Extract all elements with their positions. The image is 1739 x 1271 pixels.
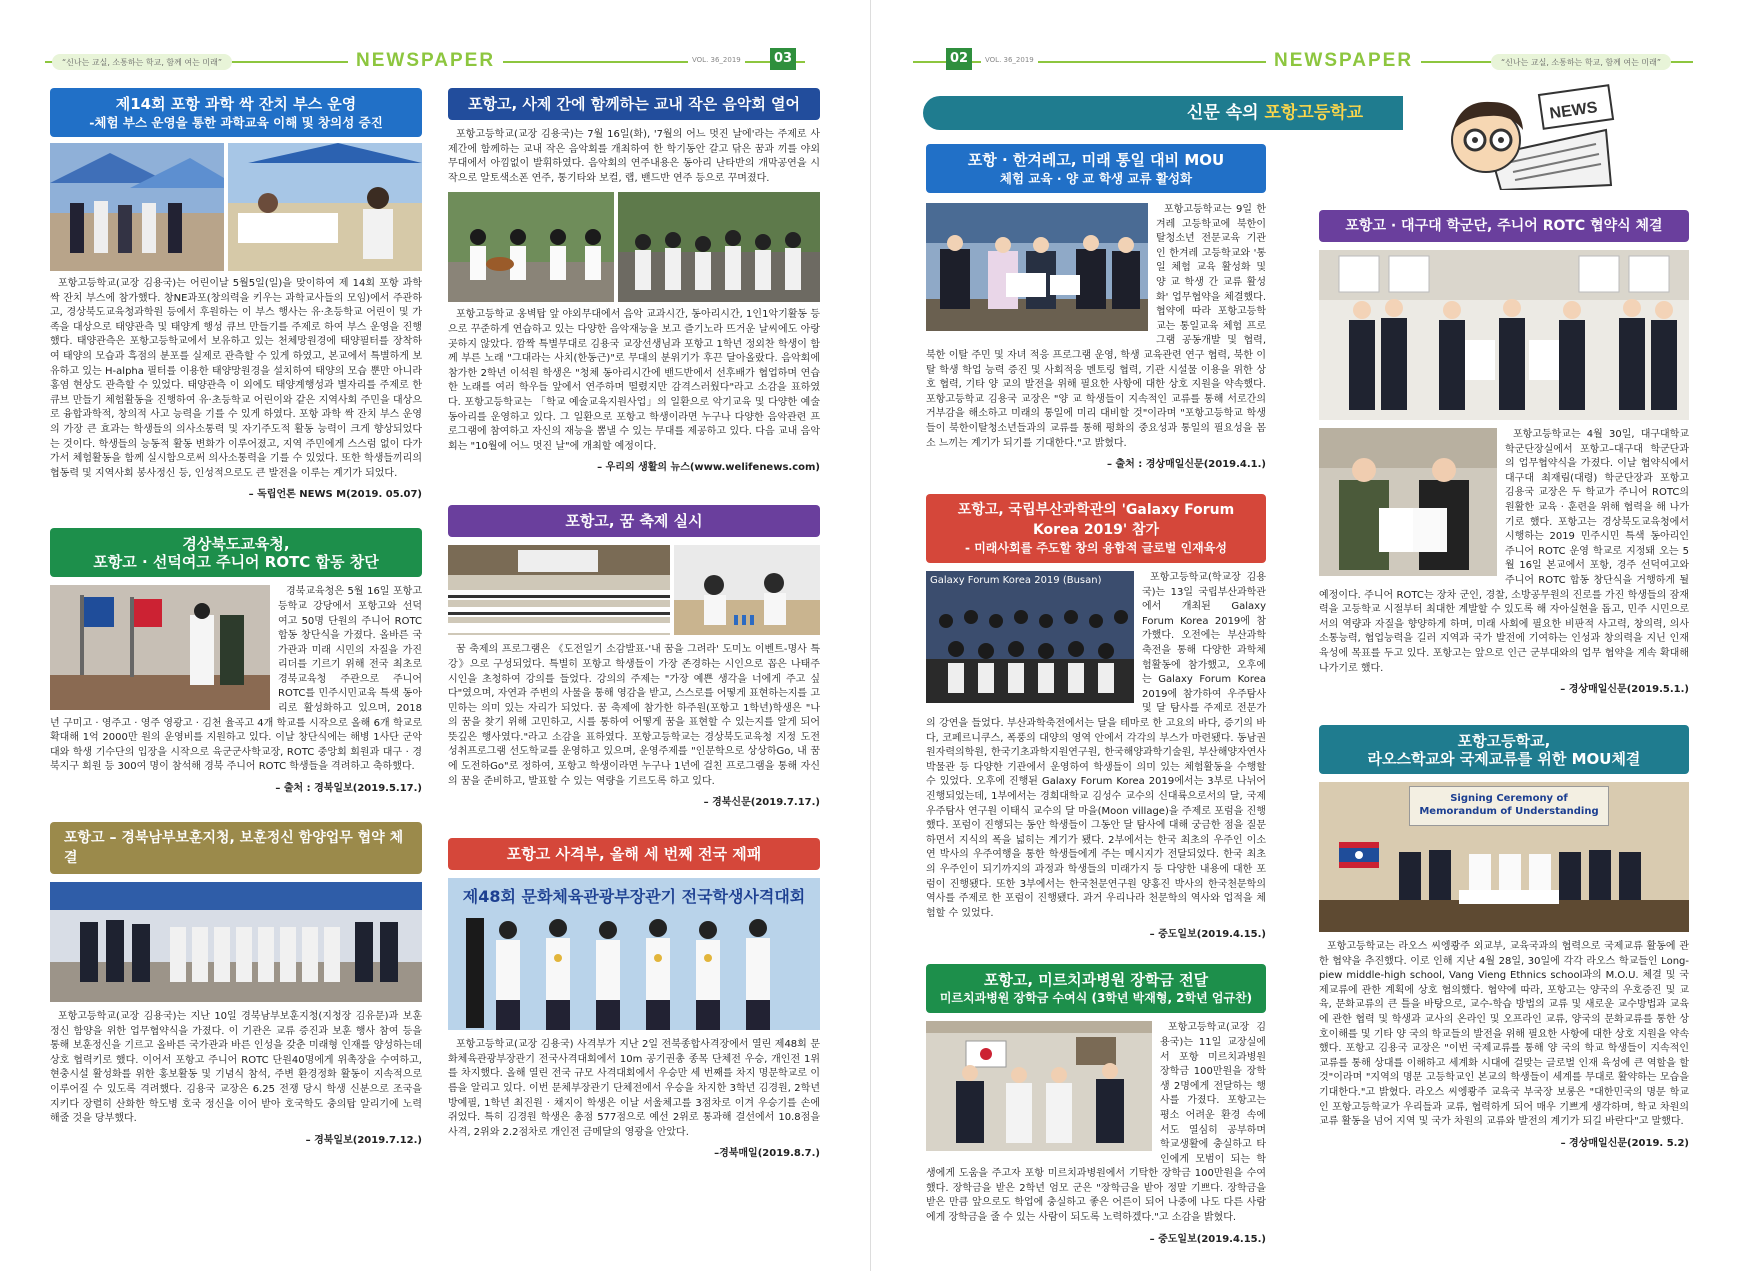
article-hangyeore-mou	[926, 144, 1266, 470]
banner-prefix: 신문 속의	[1186, 103, 1265, 123]
photo-mou-signing	[926, 203, 1148, 331]
article-source: – 경상매일신문(2019. 5.2)	[1560, 1137, 1689, 1149]
page-number: 03	[770, 48, 796, 70]
masthead: NEWSPAPER	[1266, 50, 1421, 72]
article-body: 포항고등학교(교장 김용국)는 어린이날 5월5일(일)을 맞이하여 제 14회 포항 과학 싹 잔치 부스에 참가했다. 창NE과포(창의력을 키우는 과학교사들의 모임)에서 주관하고, 경상북도교육청과학원 등에서 후원하는 이 부스 행사는 유·초등학교 어린이 및 가족을 대상으로 태양관측 및 태양계 행성 큐브 만들기를 주제로 하여 부스 운영을 진행했다. 태양관측은 포항고등학교에서 보유하고 있는 천체망원경에 태양필터를 장착하여 태양의 모습과 흑점의 분포를 실제로 관측할 수 있게 하였고, 본교에서 특별하게 보유하고 있는 H-alpha 필터를 이용한 태양망원경을 설치하여 태양의 모습 뿐만 아니라 홍염 현상도 관측할 수 있었다. 태양관측 이 외에도 태양계행성과 별자리를 주제로 한 큐브 만들기 체험활동을 진행하여 유·초등학교 어린이와 같은 지역사회 주민을 대상으로 융합과학적, 창의적 사고 능력을 기를 수 있게 하였다. 포항 과학 싹 잔치 부스 운영의 가장 큰 효과는 학생들의 의사소통력 및 자기주도적 활동 능력이 크게 향상되었다는 것이다. 학생들의 능동적 활동 변화가 이루어졌고, 지역 주민에게 스스럼 없이 다가가서 체험활동을 함께 실시함으로써 의사소통력을 기를 수 있었다. 또한 학생들끼리의 협동력 및 지역사회 봉사정신 등, 인성적으로도 큰 발전을 이루는 계기가 되었다.	[50, 278, 422, 479]
article-content	[50, 585, 422, 794]
photo-daegu-signing	[1319, 428, 1497, 576]
article-title: 포항고, 사제 간에 함께하는 교내 작은 음악회 열어	[448, 88, 820, 120]
photo-booth-activity	[228, 143, 422, 271]
slogan: “신나는 교실, 소통하는 학교, 함께 여는 미래”	[52, 54, 232, 70]
article-concert	[448, 88, 820, 473]
forum-banner-text: Galaxy Forum Korea 2019 (Busan)	[930, 575, 1102, 587]
article-source: – 경북신문(2019.7.17.)	[703, 797, 820, 809]
photo-row	[50, 143, 422, 271]
photo-audience	[618, 192, 820, 302]
award-banner-text: 제48회 문화체육관광부장관기 전국학생사격대회	[462, 887, 806, 907]
subheadline: 라오스학교와 국제교류를 위한 MOU체결	[1367, 750, 1641, 769]
article-body: 포항고등학교(학교장 김용국)는 13일 국립부산과학관에서 개최된 Galaxy Forum Korea 2019에 참가했다. 오전에는 부산과학축전을 통해 다양한 과학체험활동에 참가했고, 오후에는 Galaxy Forum Korea 2019에 참가하여 우주탐사 및 달 탐사를 주제로 전문가의 강연을 들었다. 부산과학축전에서는 달을 테마로 한 고요의 바다, 증기의 바다, 코페르니쿠스, 폭풍의 대양의 영역 안에서 각각의 부스가 마련됐다. 동남권 원자력의학원, 한국기초과학지원연구원, 한국해양과학기술원, 부산해양자연사박물관 등 다양한 기관에서 운영하여 학생들이 의미 있는 체험활동을 수행할 수 있었다. 오후에 진행된 Galaxy Forum Korea 2019에서는 3부로 나뉘어 진행되었는데, 1부에서는 경희대학교 김성수 교수의 신대륙으로서의 달, 국제우주탐사 연구원 이태식 교수의 달 마을(Moon village)을 주제로 포럼을 진행했다. 포럼이 진행되는 동안 학생들이 그동안 달 탐사에 대해 궁금한 점을 질문하면서 지식의 폭을 넓히는 계기가 됐다. 2부에서는 한국 최초의 우주인 이소연 박사의 우주여행을 통한 학생들에게 주는 메시지가 전달되었다. 한국 최초의 우주인이 되기까지의 과정과 학생들의 미래가지 등 다양한 내용에 대한 포럼이 진행됐다. 또한 3부에서는 한국천문연구원 양홍진 박사의 한국천문학의 역사를 주제로 한 포럼이 진행됐다. 과거 우리나라 천문학의 역사와 업적을 체험할 수 있었다.	[926, 572, 1266, 919]
article-title: 포항고 · 대구대 학군단, 주니어 ROTC 협약식 체결	[1319, 210, 1689, 242]
article-title	[926, 964, 1266, 1013]
article-title: 포항고, 꿈 축제 실시	[448, 505, 820, 537]
subheadline: 포항고 · 선덕여고 주니어 ROTC 합동 창단	[93, 553, 379, 572]
subheadline: -체험 부스 운영을 통한 과학교육 이해 및 창의성 증진	[89, 115, 383, 130]
article-body: 포항고등학교(교장 김용국)는 지난 10일 경북남부보훈지청(지청장 김유문)과 보훈정신 함양을 위한 업무협약식을 가졌다. 이 기관은 교류 증진과 보훈 행사 참여 등을 통해 보훈정신을 기르고 올바른 국가관과 바른 인성을 갖춘 미래형 인재를 양성하는데 상호 협력키로 했다. 이어서 포항고 주니어 ROTC 단원40명에게 위촉장을 수여하고, 현충시설 활성화를 위한 홍보활동 및 기념식 참석, 주변 환경정화 활동이 지속적으로 이루어질 수 있도록 격려했다. 김용국 교장은 6.25 전쟁 당시 학생 신분으로 조국을 지키다 장렬히 산화한 학도병 호국 정신을 이어 받아 호국학도 충의탑 알리기에 노력해줄 것을 당부했다.	[50, 1011, 422, 1125]
photo-galaxy-forum	[926, 571, 1134, 703]
sign-line-1: Signing Ceremony of	[1450, 793, 1568, 805]
right-column-1	[926, 144, 1266, 1245]
subheadline: 미르치과병원 장학금 수여식 (3학년 박재형, 2학년 엄규찬)	[939, 991, 1253, 1006]
subheadline: 체험 교육 · 양 교 학생 교류 활성화	[999, 171, 1193, 186]
article-source: – 중도일보(2019.4.15.)	[1149, 1233, 1266, 1245]
article-source: – 중도일보(2019.4.15.)	[1149, 929, 1266, 941]
article-body: 포항고등학교는 라오스 씨엥쾅주 외교부, 교육국과의 협력으로 국제교류 활동에 관한 협약을 추진했다. 이로 인해 지난 4월 28일, 30일에 각각 라오스 학교들인 Long-piew middle-high school, Vang Vieng Ethnics school과의 M.O.U. 체결 및 국제교류에 관한 계획에 상호 협의했다. 협약에 따라, 포항고는 양국의 우호증진 및 교육, 문화교류의 큰 틀을 바탕으로, 교수-학습 방법의 교류 및 새로운 교수방법과 교육에 관한 협력 및 학생과 교사의 온라인 및 오프라인 교류, 양국의 문화교류를 통한 상호이해를 및 기타 양 국의 학교들의 발전을 위해 필요한 사항에 대한 상호 지원을 약속했다. 포항고 김용국 교장은 "이번 국제교류를 통해 양 국의 학교 학생들이 지속적인 교류를 통해 상대를 이해하고 세계화 시대에 걸맞는 글로벌 인재 육성에 큰 역할을 할 것"이라며 "지역의 명문 고등학교인 본교의 학생들이 세계를 무대로 활약하는 모습을 기대한다."고 밝혔다. 라오스 씨엥쾅주 교육국 부국장 보롱은 "대한민국의 명문 학교인 포항고등학교가 우리들과 교류, 협력하게 되어 매우 기쁘게 생각하며, 학교 차원의 교류 활동을 넘어 지역 및 국가 차원의 교류와 발전의 계기가 되길 바란다"고 말했다.	[1319, 941, 1689, 1128]
right-header	[871, 46, 1739, 70]
volume: VOL. 36_2019	[688, 56, 745, 64]
forum-students	[926, 571, 1134, 703]
left-header	[0, 46, 869, 70]
photo-laos-ceremony	[1319, 782, 1689, 932]
news-sign-text: NEWS	[1548, 99, 1599, 123]
article-body: 꿈 축제의 프로그램은 《도전일기 소감발표-'내 꿈을 그려라' 도미노 이벤트-명사 특강》으로 구성되었다. 특별히 포항고 학생들이 가장 존경하는 시인으로 꼽은 나태주 시인을 초청하여 강의를 들었다. 강의의 주제는 "가장 예쁜 생각을 너에게 주고 싶다"였으며, 자연과 주변의 사물을 통해 영감을 받고, 스스로를 어떻게 표현하는지를 고민하는 의미 있는 자리가 되었다. 꿈 축제에 참가한 하주원(포항고 1학년)학생은 "나의 꿈을 찾기 위해 고민하고, 시를 통하여 어떻게 꿈을 표현할 수 있는지를 알게 되어 뜻깊은 행사였다."라고 소감을 표하였다. 포항고등학교는 경상북도교육청 지정 도전 성취프로그램 선도학교를 운영하고 있으며, 운영주제를 "인문학으로 상상하Go, 내 꿈에 도전하Go"로 정하여, 포항고 학생이라면 누구나 1년에 걸친 프로그램을 통해 자신의 꿈을 준비하고, 발표할 수 있는 역량을 기르도록 하고 있다.	[448, 644, 820, 787]
slogan: “신나는 교실, 소통하는 학교, 함께 여는 미래”	[1491, 54, 1671, 70]
article-laos-mou	[1319, 725, 1689, 1149]
photo-row	[448, 545, 820, 635]
article-daegu-rotc	[1319, 210, 1689, 695]
photo-shooting-team	[448, 878, 820, 1030]
article-content	[926, 571, 1266, 940]
article-shooting-team	[448, 838, 820, 1159]
photo-booth-students	[50, 143, 224, 271]
headline: 경상북도교육청,	[182, 535, 290, 554]
article-body: 포항고등학교 옹벽탑 앞 야외무대에서 음악 교과시간, 동아리시간, 1인1악기활동 등으로 꾸준하게 연습하고 있는 다양한 음악재능을 보고 즐기노라 뜨거운 날씨에도 아랑곳하지 않았다. 깜짝 특별무대로 김용국 교장선생님과 포항고 1학년 정외찬 학생이 함께 부른 노래 "그대라는 사치(한동근)"로 무대의 분위기가 후끈 달아올랐다. 음악회에 참가한 2학년 이석원 학생은 "청체 동아리시간에 밴드반에서 선후배가 협업하며 연습한 노래를 여러 학우들 앞에서 연주하며 떨렸지만 감격스러웠다"라고 소감을 표하였다. 포항고등학교는 「학교 예술교육지원사업」의 일환으로 악기교육 및 다양한 예술동아리를 운영하고 있다. 그 일환으로 포항고 학생이라면 누구나 다양한 음악관련 프로그램에 참여하고 자신의 재능을 뽐낼 수 있는 무대를 제공하고 있다. 다음 교내 음악회는 "10월에 어느 멋진 날"에 개최할 예정이다.	[448, 309, 820, 452]
article-body: 포항고등학교는 9일 한겨레 고등학교에 북한이탈청소년 전문교육 기관인 한겨레 고등학교와 '통일 체험 교육 활성화 및 양 교 학생 간 교류 활성화' 업무협약을 체결했다. 협약에 따라 포항고등학교는 통일교육 체험 프로그램 공동개발 및 협력, 북한 이탈 주민 및 자녀 적응 프로그램 운영, 학생 교육관련 연구 협력, 북한 이탈 학생 학업 능력 증진 및 사회적응 멘토링 협력, 기관 시설물 이용을 위한 상호 협력, 기타 양 교의 발전을 위해 필요한 사항에 대한 상호 지원을 약속했다. 포항고등학교 김용국 교장은 "양 교 학생들이 지속적인 교류를 통해 서로간의 거부감을 해소하고 미래의 통일에 미리 대비할 것"이라며 "포항고등학교 학생들이 북한이탈청소년들과의 교류를 통해 평화의 중요성과 통일의 필요성을 몸소 느끼는 계기가 되기를 기대한다."고 밝혔다.	[926, 204, 1266, 449]
subheadline: - 미래사회를 주도할 창의 융합적 글로벌 인재육성	[965, 541, 1227, 556]
team-figures	[448, 878, 820, 1030]
volume: VOL. 36_2019	[981, 56, 1038, 64]
article-body-intro: 포항고등학교(교장 김용국)는 7월 16일(화), '7월의 어느 멋진 날에'라는 주제로 사제간에 함께하는 교내 작은 음악회를 개최하여 한 학기동안 갈고 닦은 꿈과 끼를 야외무대에서 아낌없이 발휘하였다. 음악회의 연주내용은 동아리 난타반의 개막공연을 시작으로 알토색소폰 연주, 통기타와 보컬, 랩, 밴드반 연주 등으로 꾸며졌다.	[448, 129, 820, 184]
article-title: 포항고 – 경북남부보훈지청, 보훈정신 함양업무 협약 체결	[50, 822, 422, 874]
left-column-1	[50, 88, 422, 1146]
article-title	[1319, 725, 1689, 774]
article-science-booth	[50, 88, 422, 500]
right-column-2	[1319, 210, 1689, 1149]
article-dream-festival	[448, 505, 820, 808]
article-rotc-founding	[50, 528, 422, 794]
article-content	[1319, 428, 1689, 695]
left-page	[0, 0, 869, 1271]
photo-auditorium	[448, 545, 670, 635]
headline: 포항고, 국립부산과학관의 'Galaxy Forum Korea 2019' 참가	[957, 502, 1235, 539]
section-banner	[923, 96, 1403, 130]
article-veterans-mou	[50, 822, 422, 1146]
photo-scholarship	[926, 1021, 1152, 1151]
newspaper-reader-illustration	[1431, 80, 1621, 190]
headline: 포항고등학교,	[1457, 732, 1551, 751]
sign-line-2: Memorandum of Understanding	[1419, 806, 1599, 818]
banner-school-name: 포항고등학교	[1264, 103, 1363, 123]
left-column-2	[448, 88, 820, 1159]
photo-guitar-band	[448, 192, 614, 302]
photo-veterans-group	[50, 882, 422, 1002]
photo-row	[448, 192, 820, 302]
article-title	[50, 88, 422, 137]
headline: 제14회 포항 과학 싹 잔치 부스 운영	[115, 95, 357, 113]
article-title	[50, 528, 422, 577]
headline: 포항고, 미르치과병원 장학금 전달	[983, 971, 1209, 990]
masthead: NEWSPAPER	[348, 50, 503, 72]
page-number: 02	[946, 48, 972, 70]
photo-domino	[674, 545, 820, 635]
article-source: –경북매일(2019.8.7.)	[714, 1148, 820, 1160]
right-page	[870, 0, 1739, 1271]
article-galaxy-forum	[926, 494, 1266, 940]
article-scholarship	[926, 964, 1266, 1244]
article-body: 포항고등학교(교장 김용국) 사격부가 지난 2일 전북종합사격장에서 열린 제48회 문화체육관광부장관기 전국사격대회에서 10m 공기권총 종목 단체전 우승, 개인전 1위를 차지했다. 올해 열린 전국 규모 사격대회에서 우승만 세 번째를 차지 명문학교로 이름을 알리고 있다. 이번 문체부장관기 단체전에서 우승을 차지한 3학년 김경원, 2학년 방예필, 1학년 최진원 · 채지이 학생은 이날 서울체고를 3점차로 이겨 우승기를 손에 쥐었다. 특히 김경원 학생은 총점 577점으로 예선 2위로 통과해 결선에서 10.8점을 사격, 2위와 2.2점차로 개인전 금메달의 영광을 안았다.	[448, 1039, 820, 1138]
photo-rotc-ceremony	[50, 585, 270, 710]
article-source: – 우리의 생활의 뉴스(www.welifenews.com)	[597, 462, 820, 474]
laos-participants	[1319, 782, 1689, 932]
article-content	[926, 203, 1266, 470]
headline: 포항 · 한겨레고, 미래 통일 대비 MOU	[967, 151, 1225, 169]
article-title	[926, 144, 1266, 193]
article-body: 경북교육청은 5월 16일 포항고등학교 강당에서 포항고와 선덕여고 50명 단원의 주니어 ROTC 합동 창단식을 가졌다. 올바른 국가관과 미래 시민의 자질을 가진 리더를 기르기 위해 전국 최초로 경북교육청 주관으로 주니어 ROTC를 민주시민교육 특색 동아리로 활성화하고 있으며, 2018년 구미고 · 영주고 · 영주 영광고 · 김천 율곡고 4개 학교를 시작으로 올해 6개 학교로 확대해 1억 2000만 원의 운영비를 지원하고 있다. 이날 창단식에는 해병 1사단 군악대와 학생 기수단의 입장을 시작으로 육군군사학교장, ROTC 중앙회 회원과 대구 · 경북지구 회원 등 300여 명이 참석해 경북 주니어 ROTC 학생들을 격려하고 축하했다.	[50, 586, 422, 773]
article-body: 포항고등학교(교장 김용국)는 11일 교장실에서 포항 미르치과병원 장학금 100만원을 장학생 2명에게 전달하는 행사를 가졌다. 포항고는 평소 어려운 환경 속에서도 열심히 공부하며 학교생활에 충실하고 타인에게 모범이 되는 학생에게 도움을 주고자 포항 미르치과병원에서 기탁한 장학금 100만원을 수여했다. 장학금을 받은 2학년 엄모 군은 "장학금을 받아 정말 기쁘다. 장학금을 받은 만큼 앞으로도 학업에 충실하고 좋은 어른이 되어 나중에 나도 다른 사람에게 장학금을 줄 수 있는 사람이 되도록 노력하겠다."고 소감을 밝혔다.	[926, 1022, 1266, 1224]
article-source: – 출처 : 경상매일신문(2019.4.1.)	[1106, 459, 1266, 471]
photo-daegu-group	[1319, 250, 1689, 420]
article-body: 포항고등학교는 4월 30일, 대구대학교 학군단장실에서 포항고–대구대 학군단과의 업무협약식을 가졌다. 이날 협약식에서 대구대 최재림(대령) 학군단장과 포항고 김용국 교장은 두 학교가 주니어 ROTC의 원활한 교육 · 훈련을 위해 협력을 해 나가기로 했다. 포항고는 경상북도교육청에서 시행하는 2019 민주시민 특색 동아리인 주니어 ROTC 운영 학교로 지정돼 오는 5월 16일 본교에서 포항, 경주 선덕여고와 주니어 ROTC 합동 창단식을 거행하게 될 예정이다. 주니어 ROTC는 장차 군인, 경찰, 소방공무원의 진로를 가진 학생들의 잠재력을 고등학교 시절부터 최대한 계발할 수 있도록 해 자아실현을 돕고, 민주 시민으로서의 역량과 자질을 향양하게 하며, 미래 사회에 필요한 비판적 사고력, 창의력, 의사소통능력, 협업능력을 길러 지역과 국가 발전에 기여하는 인성과 창의력을 지닌 인재 육성에 목표를 두고 있다. 포항고는 앞으로 인근 군부대와의 업무 협약을 계속 확대해 나가기로 했다.	[1319, 429, 1689, 674]
article-source: – 경상매일신문(2019.5.1.)	[1560, 684, 1689, 696]
article-source: – 독립언론 NEWS M(2019. 05.07)	[248, 489, 422, 501]
article-content	[926, 1021, 1266, 1244]
article-title	[926, 494, 1266, 563]
article-source: – 경북일보(2019.7.12.)	[305, 1134, 422, 1146]
article-title: 포항고 사격부, 올해 세 번째 전국 제패	[448, 838, 820, 870]
article-source: – 출처 : 경북일보(2019.5.17.)	[275, 783, 422, 795]
